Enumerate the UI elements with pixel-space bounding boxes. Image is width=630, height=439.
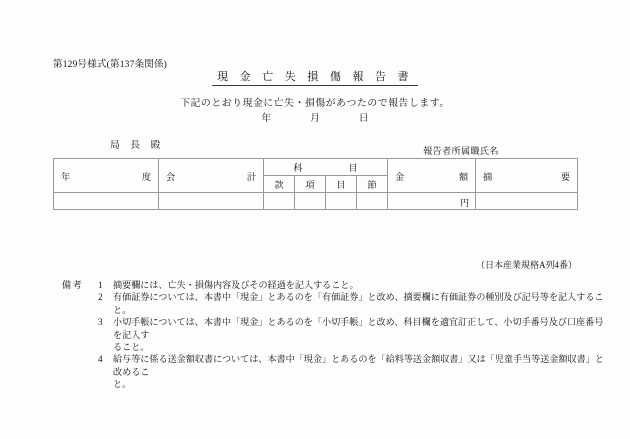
date-line [0,110,630,124]
note-number: 2 [98,292,103,303]
cell-remarks-value[interactable] [476,193,578,210]
cell-ko-value[interactable] [295,193,326,210]
note-item [98,316,607,341]
table-row [54,193,578,210]
cell-kan-value[interactable] [264,193,295,210]
note-text: 有価証券については、本書中「現金」とあるのを「有価証券」と改め、摘要欄に有価証券の種別及び記号等を記入すること。 [113,292,604,315]
notes-section [62,279,607,391]
cell-setsu-value[interactable] [357,193,388,210]
header-remarks [476,159,578,193]
form-table [53,158,578,210]
note-number: 1 [98,280,103,290]
note-text: 小切手帳については、本書中「現金」とあるのを「小切手帳」と改め、科目欄を適宜訂正して、小切手番号及び口座番号を記入す [113,317,604,340]
header-account [159,159,264,193]
header-subject-setsu [357,176,388,193]
header-fiscal-year-left: 年 [61,171,71,182]
cell-account-value[interactable] [159,193,264,210]
header-amount [388,159,476,193]
notes-list [62,279,607,391]
header-remarks-right: 要 [560,171,570,182]
header-subject-moku [326,176,357,193]
note-number: 3 [98,317,103,328]
cell-moku-value[interactable] [326,193,357,210]
header-fiscal-year [54,159,159,193]
note-item [98,291,607,316]
addressee-label: 局 長 殿 [110,140,165,151]
header-amount-right: 額 [458,171,468,182]
note-item [98,353,607,378]
header-account-left: 会 [166,171,176,182]
page-title [0,68,630,86]
header-fiscal-year-right: 度 [141,171,151,182]
date-year-label: 年 [261,113,272,124]
header-subject-moku-text: 目 [336,180,346,190]
date-day-label: 日 [358,113,369,124]
note-item [98,279,607,291]
lead-statement: 下記のとおり現金に亡失・損傷があつたので報告します。 [180,98,450,109]
header-subject-group [264,159,388,176]
header-amount-left: 金 [395,171,405,182]
note-text: 給与等に係る送金額収書については、本書中「現金」とあるのを「給料等送金額収書」又は「児童手当等送金額収書」と改めるこ [113,354,604,377]
table-header-row-top [54,159,578,176]
note-number: 4 [98,354,103,365]
header-account-right: 計 [246,171,256,182]
note-text-continuation: ること。 [113,342,150,353]
note-text-continuation: と。 [113,379,132,390]
amount-unit-label: 円 [459,197,469,208]
form-table-wrapper [53,158,577,210]
date-month-label: 月 [310,113,320,124]
header-subject-group-text: 科 目 [293,163,358,173]
page-title-text: 現 金 亡 失 損 傷 報 告 書 [212,68,418,86]
form-number: 第129号様式(第137条関係) [53,60,168,70]
notes-label: 備考 [62,280,84,290]
header-subject-kan-text: 款 [274,180,284,190]
cell-fiscal-year-value[interactable] [54,193,159,210]
paper-size-note: （日本産業規格A列4番） [475,260,577,270]
cell-amount-value[interactable] [388,193,476,210]
header-subject-ko [295,176,326,193]
header-subject-ko-text: 項 [305,180,315,190]
reporter-label: 報告者所属職氏名 [423,146,499,156]
header-remarks-left: 摘 [483,171,493,182]
header-subject-setsu-text: 節 [367,180,377,190]
header-subject-kan [264,176,295,193]
note-text: 摘要欄には、亡失・損傷内容及びその経過を記入すること。 [113,280,359,290]
